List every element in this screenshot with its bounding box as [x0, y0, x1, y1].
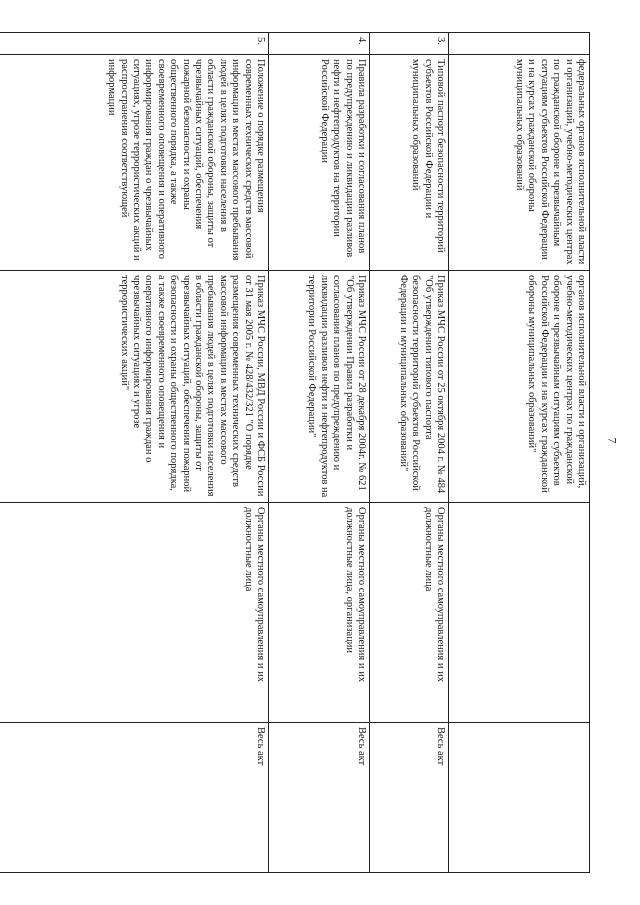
applicability-scope: Весь акт [370, 723, 449, 873]
table-row [269, 33, 370, 873]
table-row [449, 33, 590, 873]
table-row [0, 33, 269, 873]
act-requisites: Приказ МЧС России, МВД России и ФСБ России от 31 мая 2005 г. № 428/432/321 "О порядке размещения современных технических средств массовой информации в местах массового пребывания людей в целях подготовки населения в области гражданской обороны, защиты от чрезвычайных ситуаций, обеспечения пожарной безопасности и охраны общественного порядка, а также своевременного оповещения и оперативного информирования граждан о чрезвычайных ситуациях и угрозе террористических акций" [0, 271, 269, 503]
responsible-organizations: Органы местного самоуправления и их должностные лица [0, 503, 269, 723]
act-requisites: Приказ МЧС России от 25 октября 2004 г. № 484 "Об утверждении типового паспорта безопасности территорий субъектов Российской Федерации и муниципальных образований" [370, 271, 449, 503]
act-name: Типовой паспорт безопасности территорий субъектов Российской Федерации и муниципальных образований [370, 55, 449, 271]
act-name: федеральных органов исполнительной власти и организаций, учебно-методических центрах по гражданской обороне и чрезвычайным ситуациям субъектов Российской Федерации и на курсах гражданской обороны муниципальных образований [449, 55, 590, 271]
regulations-table [0, 32, 590, 873]
row-number [449, 33, 590, 55]
page-number: 7 [605, 437, 620, 444]
act-requisites: органов исполнительной власти и организаций, учебно-методических центрах по гражданской обороне и чрезвычайным ситуациям субъектов Российской Федерации и на курсах гражданской обороны муниципальных образований" [449, 271, 590, 503]
act-requisites: Приказ МЧС России от 28 декабря 2004г. № 621 "Об утверждении Правил разработки и согласования планов по предупреждению и ликвидации разливов нефти и нефтепродуктов на территории Российской Федерации" [269, 271, 370, 503]
responsible-organizations: Органы местного самоуправления и их должностные лица, организации [269, 503, 370, 723]
row-number: 4. [269, 33, 370, 55]
responsible-organizations [449, 503, 590, 723]
row-number: 5. [0, 33, 269, 55]
applicability-scope: Весь акт [269, 723, 370, 873]
applicability-scope [449, 723, 590, 873]
rotated-page [20, 32, 590, 872]
responsible-organizations: Органы местного самоуправления и их должностные лица [370, 503, 449, 723]
act-name: Правила разработки и согласования планов по предупреждению и ликвидации разливов нефти и нефтепродуктов на территории Российской Федерации [269, 55, 370, 271]
act-name: Положение о порядке размещения современных технических средств массовой информации в местах массового пребывания людей в целях подготовки населения в области гражданской обороны, защиты от чрезвычайных ситуаций, обеспечения пожарной безопасности и охраны общественного порядка, а также своевременного оповещения и оперативного информирования граждан о чрезвычайных ситуациях, угрозе террористических акций и распространения соответствующей информации [0, 55, 269, 271]
applicability-scope: Весь акт [0, 723, 269, 873]
row-number: 3. [370, 33, 449, 55]
table-row [370, 33, 449, 873]
